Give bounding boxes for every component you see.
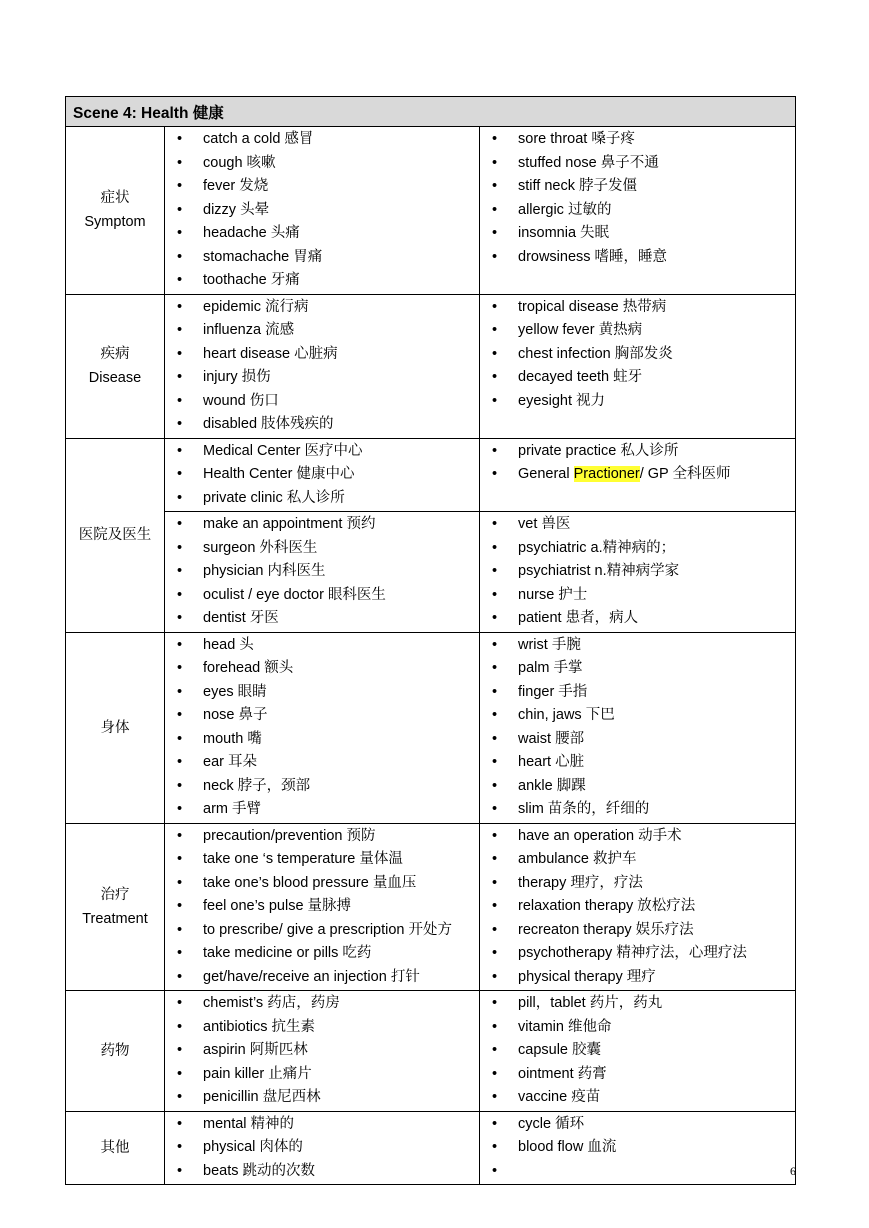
list-item: • take one’s blood pressure 量血压 <box>165 872 479 896</box>
list-item: • dizzy 头晕 <box>165 199 479 223</box>
left-column-cell <box>165 127 480 295</box>
category-cell <box>66 823 165 991</box>
list-item: • wrist 手腕 <box>480 634 795 658</box>
list-item: • head 头 <box>165 634 479 658</box>
list-item: • physician 内科医生 <box>165 560 479 584</box>
category-label: Symptom <box>84 214 146 231</box>
list-item: • beats 跳动的次数 <box>165 1160 479 1184</box>
list-item: • chest infection 胸部发炎 <box>480 343 795 367</box>
list-item: • catch a cold 感冒 <box>165 128 479 152</box>
list-item: • heart 心脏 <box>480 751 795 775</box>
list-item: • nurse 护士 <box>480 584 795 608</box>
category-label: 疾病 <box>100 346 130 362</box>
term-list <box>165 991 479 1111</box>
list-item: • to prescribe/ give a prescription 开处方 <box>165 919 479 943</box>
list-item: • heart disease 心脏病 <box>165 343 479 367</box>
list-item: • stiff neck 脖子发僵 <box>480 175 795 199</box>
list-item: • ear 耳朵 <box>165 751 479 775</box>
term-list <box>165 1112 479 1185</box>
list-item <box>480 463 795 487</box>
right-column-cell <box>480 1111 796 1185</box>
list-item: • cycle 循环 <box>480 1113 795 1137</box>
list-item: • pill，tablet 药片，药丸 <box>480 992 795 1016</box>
list-item: • antibiotics 抗生素 <box>165 1016 479 1040</box>
scene-title: Scene 4: Health 健康 <box>66 97 796 127</box>
category-label: 其他 <box>100 1139 130 1156</box>
list-item: • dentist 牙医 <box>165 607 479 631</box>
right-column-cell <box>480 127 796 295</box>
right-column-cell <box>480 991 796 1112</box>
list-item: • injury 损伤 <box>165 366 479 390</box>
list-item: • slim 苗条的，纤细的 <box>480 798 795 822</box>
list-item: • disabled 肢体残疾的 <box>165 413 479 437</box>
term-list <box>165 633 479 823</box>
term-list <box>165 512 479 632</box>
list-item: • chin, jaws 下巴 <box>480 704 795 728</box>
term-list <box>480 127 795 270</box>
list-item: • ointment 药膏 <box>480 1063 795 1087</box>
term-list <box>165 127 479 294</box>
list-item: • Health Center 健康中心 <box>165 463 479 487</box>
list-item: • have an operation 动手术 <box>480 825 795 849</box>
list-item: • physical therapy 理疗 <box>480 966 795 990</box>
list-item: • drowsiness 嗜睡，睡意 <box>480 246 795 270</box>
list-item: • ankle 脚踝 <box>480 775 795 799</box>
left-column-cell <box>165 823 480 991</box>
right-column-cell <box>480 512 796 633</box>
category-label: Treatment <box>82 910 148 927</box>
table-body <box>66 97 796 1185</box>
list-item: • aspirin 阿斯匹林 <box>165 1039 479 1063</box>
vocabulary-table <box>65 96 796 1185</box>
list-item: • epidemic 流行病 <box>165 296 479 320</box>
term-list <box>480 439 795 488</box>
list-item: • influenza 流感 <box>165 319 479 343</box>
term-text: General <box>518 466 574 482</box>
list-item: • decayed teeth 蛀牙 <box>480 366 795 390</box>
left-column-cell <box>165 991 480 1112</box>
category-label: 治疗 <box>100 886 130 903</box>
list-item: • wound 伤口 <box>165 390 479 414</box>
list-item: • therapy 理疗，疗法 <box>480 872 795 896</box>
list-item: • relaxation therapy 放松疗法 <box>480 895 795 919</box>
list-item: • stomachache 胃痛 <box>165 246 479 270</box>
left-column-cell <box>165 1111 480 1185</box>
list-item <box>480 1160 795 1184</box>
list-item: • psychiatric a.精神病的； <box>480 537 795 561</box>
list-item: • get/have/receive an injection 打针 <box>165 966 479 990</box>
term-list <box>165 824 479 991</box>
table-row <box>66 1111 796 1185</box>
list-item: • finger 手指 <box>480 681 795 705</box>
left-column-cell <box>165 512 480 633</box>
list-item: • precaution/prevention 预防 <box>165 825 479 849</box>
list-item: • chemist’s 药店，药房 <box>165 992 479 1016</box>
left-column-cell <box>165 438 480 512</box>
page-number: 6 <box>790 1164 796 1178</box>
list-item: • vitamin 维他命 <box>480 1016 795 1040</box>
category-label: 药物 <box>100 1042 130 1059</box>
category-label: 身体 <box>100 719 130 736</box>
left-column-cell <box>165 632 480 823</box>
list-item: • waist 腰部 <box>480 728 795 752</box>
list-item: • sore throat 嗓子疼 <box>480 128 795 152</box>
list-item: • oculist / eye doctor 眼科医生 <box>165 584 479 608</box>
category-cell <box>66 127 165 295</box>
right-column-cell <box>480 438 796 512</box>
table-row <box>66 823 796 991</box>
list-item: • vet 兽医 <box>480 513 795 537</box>
category-label: Disease <box>88 370 142 386</box>
table-row <box>66 438 796 512</box>
list-item: • pain killer 止痛片 <box>165 1063 479 1087</box>
category-label: 症状 <box>100 190 130 207</box>
list-item: • mental 精神的 <box>165 1113 479 1137</box>
table-row <box>66 632 796 823</box>
list-item: • surgeon 外科医生 <box>165 537 479 561</box>
term-list <box>165 295 479 438</box>
table-row <box>66 512 796 633</box>
table-row <box>66 127 796 295</box>
list-item: • fever 发烧 <box>165 175 479 199</box>
list-item: • vaccine 疫苗 <box>480 1086 795 1110</box>
list-item: • yellow fever 黄热病 <box>480 319 795 343</box>
list-item: • take one ‘s temperature 量体温 <box>165 848 479 872</box>
list-item: • arm 手臂 <box>165 798 479 822</box>
list-item: • make an appointment 预约 <box>165 513 479 537</box>
list-item: • neck 脖子，颈部 <box>165 775 479 799</box>
list-item: • headache 头痛 <box>165 222 479 246</box>
list-item: • blood flow 血流 <box>480 1136 795 1160</box>
list-item: • cough 咳嗽 <box>165 152 479 176</box>
right-column-cell <box>480 632 796 823</box>
term-list <box>480 824 795 991</box>
list-item: • eyesight 视力 <box>480 390 795 414</box>
list-item: • feel one’s pulse 量脉搏 <box>165 895 479 919</box>
list-item: • forehead 额头 <box>165 657 479 681</box>
list-item: • tropical disease 热带病 <box>480 296 795 320</box>
list-item: • Medical Center 医疗中心 <box>165 440 479 464</box>
list-item: • psychotherapy 精神疗法，心理疗法 <box>480 942 795 966</box>
list-item: • toothache 牙痛 <box>165 269 479 293</box>
term-list <box>480 991 795 1111</box>
highlighted-text: Practioner <box>573 466 640 482</box>
right-column-cell <box>480 823 796 991</box>
list-item: • penicillin 盘尼西林 <box>165 1086 479 1110</box>
list-item: • eyes 眼睛 <box>165 681 479 705</box>
list-item: • mouth 嘴 <box>165 728 479 752</box>
list-item: • insomnia 失眠 <box>480 222 795 246</box>
list-item: • private clinic 私人诊所 <box>165 487 479 511</box>
list-item: • private practice 私人诊所 <box>480 440 795 464</box>
term-list <box>480 512 795 632</box>
table-row <box>66 991 796 1112</box>
list-item: • nose 鼻子 <box>165 704 479 728</box>
left-column-cell <box>165 294 480 438</box>
term-list <box>480 1112 795 1185</box>
category-cell <box>66 991 165 1112</box>
list-item: • physical 肉体的 <box>165 1136 479 1160</box>
title-row <box>66 97 796 127</box>
term-list <box>480 633 795 823</box>
term-text: / GP 全科医师 <box>639 466 731 482</box>
list-item: • palm 手掌 <box>480 657 795 681</box>
list-item: • recreaton therapy 娱乐疗法 <box>480 919 795 943</box>
list-item: • take medicine or pills 吃药 <box>165 942 479 966</box>
category-cell <box>66 294 165 438</box>
list-item: • allergic 过敏的 <box>480 199 795 223</box>
list-item: • psychiatrist n.精神病学家 <box>480 560 795 584</box>
term-list <box>480 295 795 415</box>
right-column-cell <box>480 294 796 438</box>
category-cell <box>66 1111 165 1185</box>
list-item: • patient 患者，病人 <box>480 607 795 631</box>
term-list <box>165 439 479 512</box>
category-cell <box>66 438 165 632</box>
category-label: 医院及医生 <box>78 527 152 543</box>
list-item: • stuffed nose 鼻子不通 <box>480 152 795 176</box>
list-item: • ambulance 救护车 <box>480 848 795 872</box>
category-cell <box>66 632 165 823</box>
table-row <box>66 294 796 438</box>
list-item: • capsule 胶囊 <box>480 1039 795 1063</box>
